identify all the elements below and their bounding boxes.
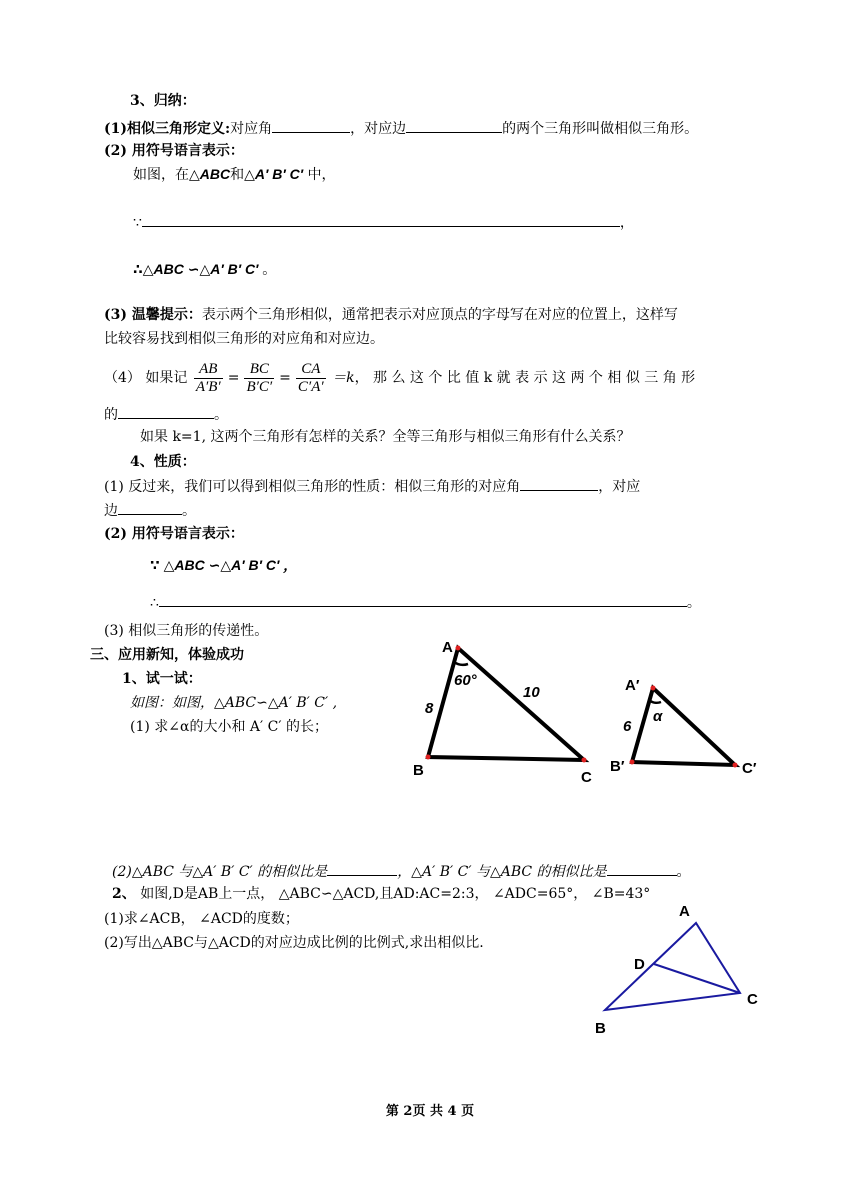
frac1-den: A′B′ (195, 378, 221, 395)
frac3-den: C′A′ (297, 378, 324, 395)
figure-text-b: 中， (303, 167, 336, 183)
tip-line-2: 比较容易找到相似三角形的对应角和对应边。 (104, 331, 384, 347)
property-because-line: ∵ △ABC ∽△A′ B′ C′ ， (150, 557, 298, 573)
therefore-period: 。 (258, 261, 277, 277)
label-a1: A′ (625, 677, 640, 694)
def-text-a: 对应角 (230, 121, 273, 137)
ratio-text-b: ， 那 么 这 个 比 值 k 就 表 示 这 两 个 相 似 三 角 形 (354, 370, 696, 386)
ratio-text-d: 。 (214, 407, 228, 423)
symbol-label: (2) 用符号语言表示： (104, 143, 244, 159)
label-a: A (442, 639, 453, 656)
segment-dc (654, 964, 740, 993)
triangle-abc: △ABC (189, 166, 231, 182)
property-text-c: 边 (104, 503, 118, 519)
ratio-question-a: (2)△ABC 与△A′ B′ C′ 的相似比是 (112, 864, 328, 880)
triangle-a1b1c1: △A′ B′ C′ (244, 166, 304, 182)
property-period: 。 (686, 595, 701, 611)
question-line: 如果 k=1, 这两个三角形有怎样的关系？全等三角形与相似三角形有什么关系？ (140, 429, 631, 445)
label-p2-b: B (595, 1020, 606, 1037)
ratio-question-b: ，△A′ B′ C′ 与△ABC 的相似比是 (397, 864, 607, 880)
try-text: 如图：如图，△ABC∽△A′ B′ C′ , (130, 695, 338, 711)
property-text-b: ，对应 (598, 479, 641, 495)
triangle-abc-outline (605, 923, 740, 1010)
property-text-d: 。 (182, 503, 196, 519)
frac1-num: AB (194, 361, 223, 379)
figure-text-a: 如图，在 (133, 167, 189, 183)
property-text-a: (1) 反过来，我们可以得到相似三角形的性质：相似三角形的对应角 (104, 479, 521, 495)
comma: ， (619, 215, 634, 231)
section3-title: 3、归纳： (130, 93, 196, 109)
label-b: B (413, 762, 424, 779)
transitivity-line: (3) 相似三角形的传递性。 (104, 623, 269, 639)
tip-text-1: 表示两个三角形相似，通常把表示对应顶点的字母写在对应的位置上，这样写 (201, 307, 678, 323)
page-footer: 第 2页 共 4 页 (385, 1104, 475, 1119)
def-text-c: 的两个三角形叫做相似三角形。 (502, 121, 699, 137)
frac2-den: B′C′ (246, 378, 273, 395)
ratio-line: （4） 如果记 $\frac{AB}{A'B'}$ = $\frac{BC}{B'C'}$ = $\frac{CA}{C'A'}$ ＝k， 那 么 这 个 比 值 k 就 表 示 这 两 个 相 似 三 角 形 (104, 360, 696, 395)
apply-heading: 三、应用新知，体验成功 (90, 647, 244, 663)
label-p2-c: C (747, 991, 758, 1008)
try-question-1: (1) 求∠α的大小和 A′ C′ 的长； (130, 719, 328, 735)
problem2-question-2: (2)写出△ABC与△ACD的对应边成比例的比例式,求出相似比. (104, 935, 484, 951)
section4-title: 4、性质： (130, 454, 196, 470)
label-b1: B′ (610, 758, 625, 775)
therefore-text: ∴△ABC ∽△A′ B′ C′ (133, 261, 259, 277)
property-symbol-label: (2) 用符号语言表示： (104, 526, 244, 542)
ratio-text-a: （4） 如果记 (104, 370, 188, 386)
label-side-8: 8 (425, 700, 434, 717)
ratio-text-c: 的 (104, 407, 118, 423)
label-alpha: α (653, 708, 663, 725)
frac2-num: BC (244, 361, 274, 379)
definition-label: (1)相似三角形定义: (104, 121, 231, 137)
label-c1: C′ (742, 760, 757, 777)
label-side-6: 6 (623, 718, 632, 735)
figure-text-and: 和 (230, 167, 245, 183)
frac3-num: CA (296, 361, 326, 379)
label-p2-a: A (679, 903, 690, 920)
property-therefore-symbol: ∴ (150, 595, 159, 611)
try-title: 1、试一试： (122, 671, 202, 687)
ratio-question-c: 。 (676, 864, 691, 880)
tip-label: (3) 温馨提示： (104, 307, 202, 323)
ratio-equals-k: ＝k (332, 370, 355, 386)
because-symbol: ∵ (133, 215, 142, 231)
label-side-10: 10 (523, 684, 540, 701)
label-angle-60: 60° (454, 672, 477, 689)
label-p2-d: D (634, 956, 645, 973)
problem2-title: 2、 (112, 886, 136, 902)
label-c: C (581, 769, 592, 786)
def-text-b: ，对应边 (350, 121, 407, 137)
problem2-question-1: (1)求∠ACB， ∠ACD的度数； (104, 911, 299, 927)
problem2-text: 如图,D是AB上一点， △ABC∽△ACD,且AD:AC=2:3， ∠ADC=65°， ∠B=43° (135, 886, 651, 902)
